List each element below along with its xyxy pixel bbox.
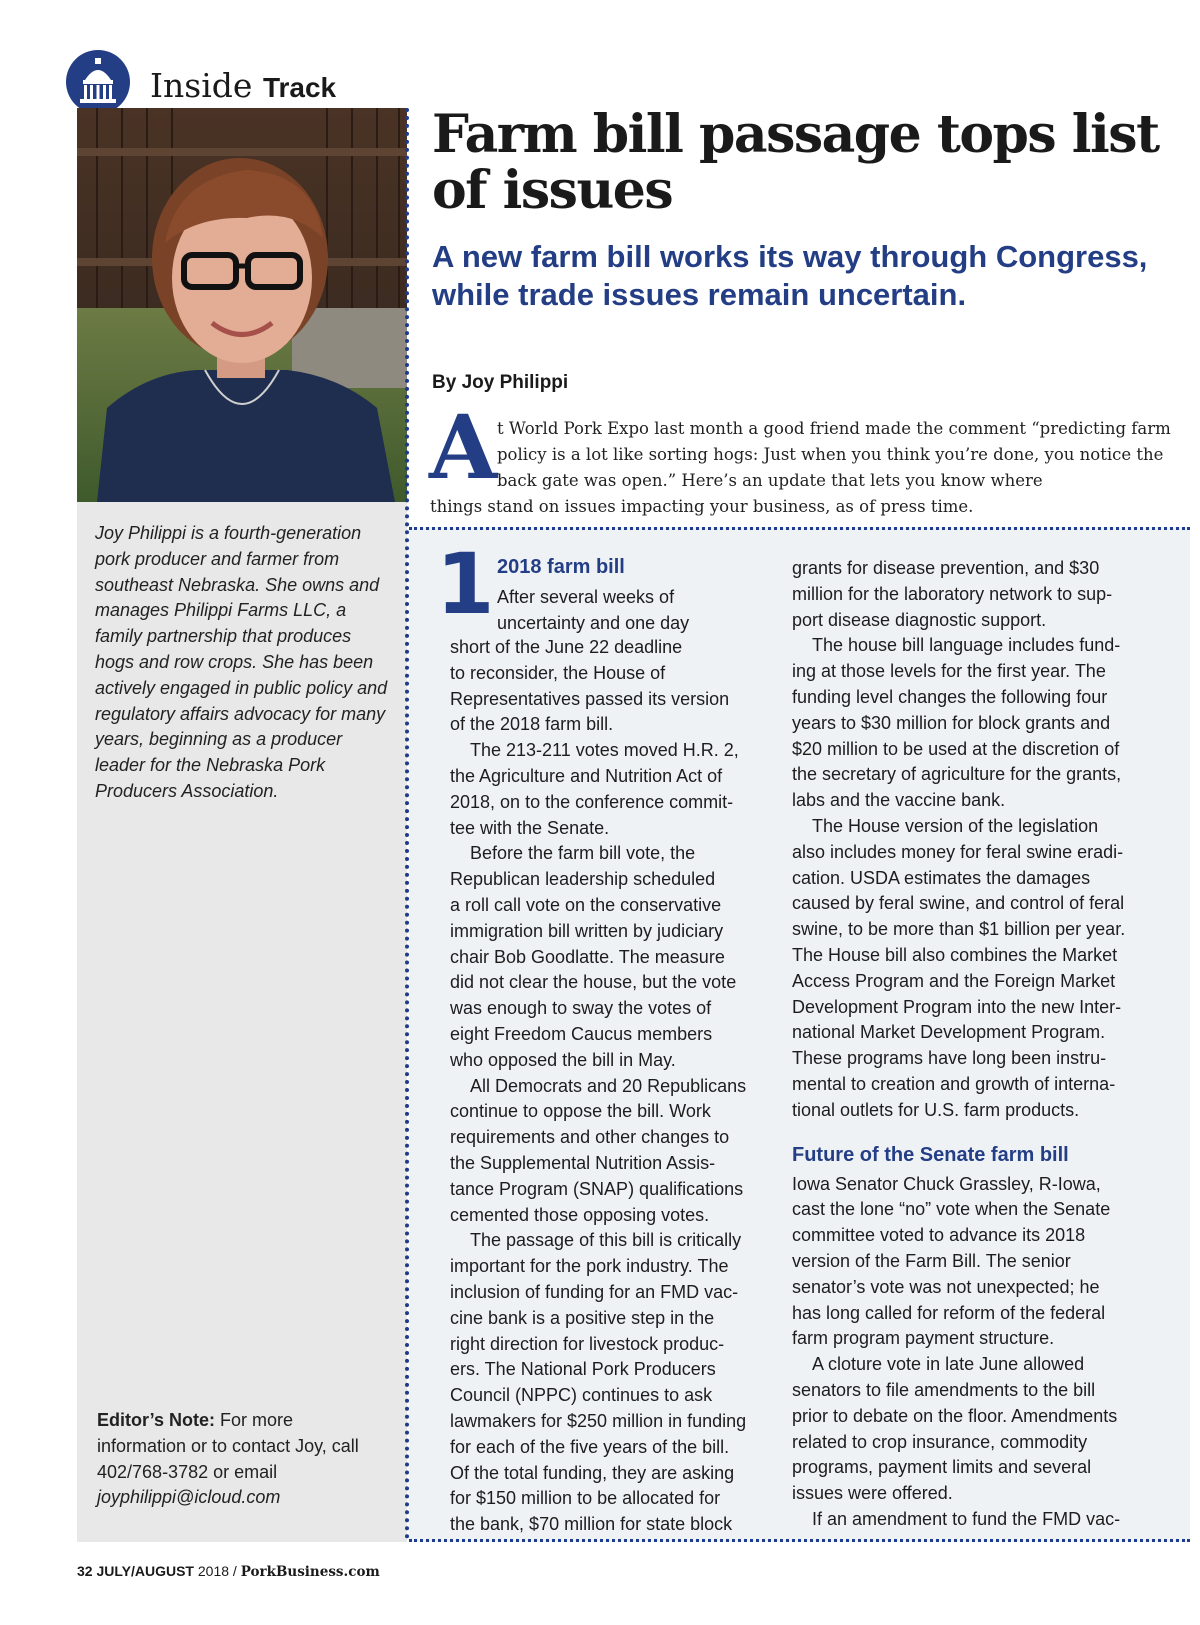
section-heading: 2018 farm bill	[497, 556, 625, 578]
text-line: These programs have long been instru-	[792, 1048, 1107, 1069]
editor-note	[97, 1408, 387, 1511]
text-line: important for the pork industry. The	[450, 1256, 729, 1277]
editor-note-label: Editor’s Note:	[97, 1410, 216, 1430]
text-line: cast the lone “no” vote when the Senate	[792, 1199, 1111, 1220]
text-line: did not clear the house, but the vote	[450, 972, 737, 993]
text-line: related to crop insurance, commodity	[792, 1431, 1088, 1452]
intro-paragraph-end: things stand on issues impacting your business, as of press time.	[430, 497, 974, 516]
text-line: prior to debate on the floor. Amendments	[792, 1405, 1118, 1426]
text-line: The 213-211 votes moved H.R. 2,	[470, 740, 739, 761]
site-name: PorkBusiness.com	[240, 1564, 380, 1580]
text-line: The passage of this bill is critically	[470, 1230, 742, 1251]
text-line: inclusion of funding for an FMD vac-	[450, 1281, 739, 1302]
text-line: Representatives passed its version	[450, 688, 730, 709]
text-line: version of the Farm Bill. The senior	[792, 1250, 1071, 1271]
article-headline: Farm bill passage tops list of issues	[432, 104, 1159, 221]
text-line: mental to creation and growth of interna-	[792, 1073, 1116, 1094]
article-dek: A new farm bill works its way through Congress, while trade issues remain uncertain.	[432, 239, 1148, 312]
text-line: programs, payment limits and several	[792, 1457, 1092, 1478]
section-label-sub: Track	[262, 72, 337, 103]
text-line: cation. USDA estimates the damages	[792, 867, 1091, 888]
section-label	[150, 66, 336, 105]
text-line: uncertainty and one day	[497, 612, 690, 633]
column-2-part-a	[792, 556, 1152, 1124]
text-line: cemented those opposing votes.	[450, 1204, 710, 1225]
text-line: labs and the vaccine bank.	[792, 790, 1006, 811]
section-label-main: Inside	[150, 66, 253, 105]
text-line: committee voted to advance its 2018	[792, 1225, 1086, 1246]
text-line: Access Program and the Foreign Market	[792, 970, 1116, 991]
text-line: The house bill language includes fund-	[812, 635, 1121, 656]
text-line: a roll call vote on the conservative	[450, 894, 722, 915]
text-line: to reconsider, the House of	[450, 662, 666, 683]
text-line: million for the laboratory network to sup-	[792, 583, 1113, 604]
intro-paragraph: t World Pork Expo last month a good friend made the comment “predicting farm policy is a lot like sorting hogs: Just when you think you’re done, you notice the back gate was open.” Here’s an update that lets you know where	[497, 419, 1171, 490]
text-line: caused by feral swine, and control of feral	[792, 893, 1125, 914]
drop-cap: A	[429, 395, 498, 499]
text-line: grants for disease prevention, and $30	[792, 558, 1100, 578]
text-line: Iowa Senator Chuck Grassley, R-Iowa,	[792, 1173, 1101, 1194]
text-line: Before the farm bill vote, the	[470, 843, 696, 864]
text-line: was enough to sway the votes of	[450, 998, 712, 1019]
text-line: tee with the Senate.	[450, 817, 610, 838]
text-line: issues were offered.	[792, 1483, 953, 1504]
text-line: funding level changes the following four	[792, 686, 1108, 707]
text-line: also includes money for feral swine eradi-	[792, 841, 1124, 862]
text-line: chair Bob Goodlatte. The measure	[450, 946, 725, 967]
text-line: senator’s vote was not unexpected; he	[792, 1276, 1100, 1297]
text-line: The House bill also combines the Market	[792, 944, 1118, 965]
text-line: All Democrats and 20 Republicans	[470, 1075, 747, 1096]
text-line: $20 million to be used at the discretion of	[792, 738, 1120, 759]
text-line: has long called for reform of the federal	[792, 1302, 1106, 1323]
text-line: years to $30 million for block grants and	[792, 712, 1111, 733]
text-line: short of the June 22 deadline	[450, 637, 683, 657]
page-number: 32	[77, 1563, 93, 1579]
section-heading-senate: Future of the Senate farm bill	[792, 1143, 1069, 1166]
section-number: 1	[436, 535, 495, 633]
text-line: The House version of the legislation	[812, 815, 1099, 836]
text-line: Republican leadership scheduled	[450, 869, 716, 890]
text-line: ing at those levels for the first year. The	[792, 661, 1106, 682]
text-line: tance Program (SNAP) qualifications	[450, 1178, 744, 1199]
text-line: of the 2018 farm bill.	[450, 714, 614, 735]
text-line: 2018, on to the conference commit-	[450, 791, 734, 812]
text-line: who opposed the bill in May.	[450, 1049, 676, 1070]
column-2	[792, 556, 1152, 1533]
page-footer	[77, 1563, 380, 1580]
text-line: lawmakers for $250 million in funding	[450, 1410, 747, 1431]
column-2-part-b	[792, 1172, 1152, 1533]
text-line: senators to file amendments to the bill	[792, 1379, 1096, 1400]
issue-month: JULY/AUGUST	[96, 1563, 194, 1579]
editor-note-text: For more information or to contact Joy, call 402/768-3782 or email	[97, 1410, 359, 1482]
text-line: for $150 million to be allocated for	[450, 1488, 721, 1509]
text-line: Development Program into the new Inter-	[792, 996, 1122, 1017]
text-line: the secretary of agriculture for the grants,	[792, 764, 1122, 785]
column-1	[450, 635, 760, 1538]
capitol-logo-icon	[66, 50, 130, 114]
text-line: tional outlets for U.S. farm products.	[792, 1099, 1080, 1120]
column-1-top	[497, 585, 757, 637]
text-line: ers. The National Pork Producers	[450, 1359, 716, 1380]
text-line: requirements and other changes to	[450, 1127, 730, 1148]
text-line: the bank, $70 million for state block	[450, 1514, 733, 1535]
text-line: for each of the five years of the bill.	[450, 1436, 730, 1457]
text-line: the Agriculture and Nutrition Act of	[450, 765, 723, 786]
author-photo	[77, 108, 407, 502]
text-line: A cloture vote in late June allowed	[812, 1354, 1085, 1375]
text-line: eight Freedom Caucus members	[450, 1023, 713, 1044]
text-line: cine bank is a positive step in the	[450, 1307, 715, 1328]
issue-year: 2018 /	[197, 1563, 237, 1579]
text-line: the Supplemental Nutrition Assis-	[450, 1152, 716, 1173]
text-line: Council (NPPC) continues to ask	[450, 1385, 713, 1406]
text-line: Of the total funding, they are asking	[450, 1462, 735, 1483]
text-line: If an amendment to fund the FMD vac-	[812, 1508, 1121, 1529]
text-line: immigration bill written by judiciary	[450, 920, 724, 941]
author-bio: Joy Philippi is a fourth-generation pork producer and farmer from southeast Nebraska. She owns and manages Philippi Farms LLC, a family partnership that produces hogs and row crops. She has been actively engaged in public policy and regulatory affairs advocacy for many years, beginning as a producer leader for the Nebraska Pork Producers Association.	[95, 523, 388, 801]
editor-email-link[interactable]: joyphilippi@icloud.com	[97, 1487, 281, 1508]
text-line: port disease diagnostic support.	[792, 609, 1047, 630]
text-line: right direction for livestock produc-	[450, 1333, 725, 1354]
text-line: After several weeks of	[497, 587, 675, 607]
text-line: national Market Development Program.	[792, 1022, 1106, 1043]
text-line: farm program payment structure.	[792, 1328, 1055, 1349]
text-line: swine, to be more than $1 billion per year.	[792, 919, 1126, 940]
text-line: continue to oppose the bill. Work	[450, 1101, 711, 1122]
article-byline: By Joy Philippi	[432, 372, 569, 393]
